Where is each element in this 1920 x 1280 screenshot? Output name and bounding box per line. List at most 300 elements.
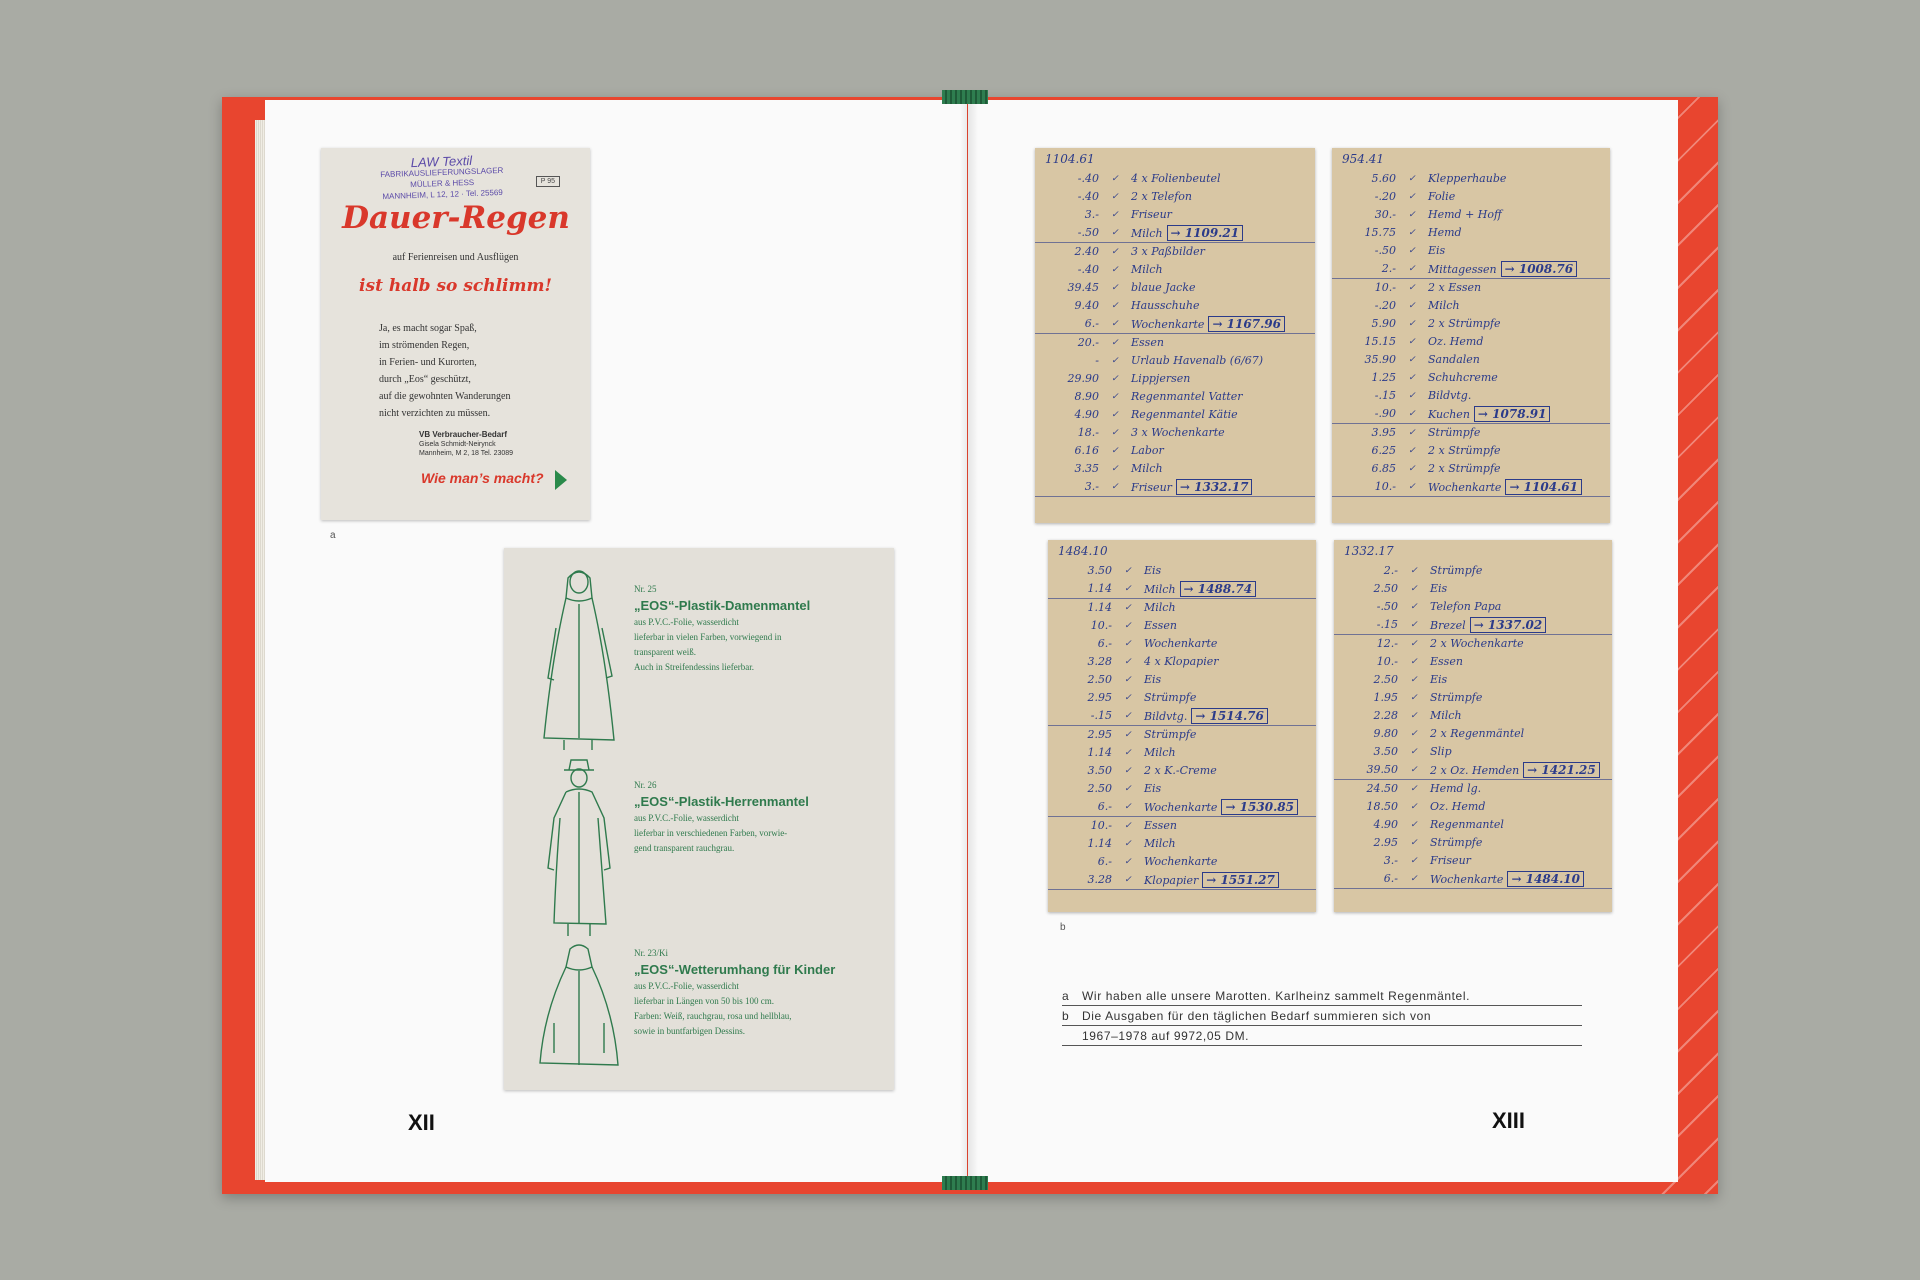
receipt-carry-over: 1332.17 (1344, 544, 1394, 558)
receipt-item: Wochenkarte → 1530.85 (1136, 798, 1316, 816)
check-mark-icon: ✓ (1408, 428, 1416, 438)
receipt-subtotal: → 1167.96 (1208, 316, 1285, 332)
receipt-amount: 3.28 (1087, 873, 1112, 886)
receipt-item: Wochenkarte → 1484.10 (1422, 870, 1612, 888)
receipt-subtotal: → 1104.61 (1505, 479, 1582, 495)
check-mark-icon: ✓ (1111, 392, 1119, 402)
receipt-subtotal: → 1488.74 (1180, 581, 1257, 597)
bookmark-ribbon-bottom (942, 1176, 988, 1190)
receipt-row (1048, 653, 1316, 671)
receipt-amount: 3.50 (1087, 764, 1112, 777)
receipt-amount: 10.- (1090, 819, 1112, 832)
receipt-subtotal: → 1530.85 (1221, 799, 1298, 815)
check-mark-icon: ✓ (1124, 711, 1132, 721)
receipt-row (1048, 580, 1316, 598)
check-mark-icon: ✓ (1124, 603, 1132, 613)
receipt-row (1048, 726, 1316, 744)
receipt-item: Hemd lg. (1430, 782, 1482, 795)
receipt-divider (1048, 725, 1316, 726)
receipt-item: Bildvtg. (1428, 389, 1472, 402)
seller-owner: Gisela Schmidt-Neirynck (419, 441, 496, 448)
check-mark-icon: ✓ (1124, 748, 1132, 758)
receipt-amount: 4.90 (1373, 818, 1398, 831)
check-mark-icon: ✓ (1111, 210, 1119, 220)
check-mark-icon: ✓ (1124, 730, 1132, 740)
receipt-row (1048, 853, 1316, 871)
check-mark-icon: ✓ (1124, 584, 1132, 594)
receipt-item: Essen (1131, 336, 1164, 349)
receipt-divider (1334, 634, 1612, 635)
check-mark-icon: ✓ (1408, 482, 1416, 492)
receipt-row (1048, 635, 1316, 653)
shop-stamp (366, 153, 517, 202)
receipt-row (1035, 224, 1315, 242)
body-line: auf die gewohnten Wanderungen (379, 391, 511, 402)
receipt-item: Oz. Hemd (1430, 800, 1486, 813)
receipt-amount: 6.- (1084, 317, 1099, 330)
item-wetterumhang (634, 946, 874, 1039)
receipt-row (1035, 297, 1315, 315)
check-mark-icon: ✓ (1410, 657, 1418, 667)
check-mark-icon: ✓ (1410, 874, 1418, 884)
receipt-item: 3 x Wochenkarte (1131, 426, 1225, 439)
receipt-row (1332, 424, 1610, 442)
receipt-item: Eis (1430, 673, 1448, 686)
receipt-item: Wochenkarte (1144, 637, 1218, 650)
check-mark-icon: ✓ (1111, 247, 1119, 257)
check-mark-icon: ✓ (1410, 729, 1418, 739)
receipt-amount: 12.- (1376, 637, 1398, 650)
body-line: Ja, es macht sogar Spaß, (379, 323, 477, 334)
receipt-amount: 18.- (1077, 426, 1099, 439)
seller-name: VB Verbraucher-Bedarf (419, 430, 508, 439)
check-mark-icon: ✓ (1410, 765, 1418, 775)
receipt-carry-over: 1484.10 (1058, 544, 1108, 558)
receipt-amount: 15.75 (1364, 226, 1396, 239)
leaflet-raincoats (504, 548, 894, 1090)
receipt-2 (1332, 148, 1610, 523)
item-line: Auch in Streifendessins lieferbar. (634, 662, 754, 672)
receipt-item: Brezel → 1337.02 (1422, 616, 1612, 634)
receipt-row (1334, 870, 1612, 888)
receipt-row (1035, 243, 1315, 261)
receipt-divider (1048, 598, 1316, 599)
receipt-amount: 30.- (1374, 208, 1396, 221)
receipt-divider (1332, 496, 1610, 497)
item-title: „EOS“-Plastik-Damenmantel (634, 598, 811, 613)
receipt-row (1334, 707, 1612, 725)
receipt-row (1035, 261, 1315, 279)
receipt-item: Essen (1144, 619, 1177, 632)
receipt-row (1334, 725, 1612, 743)
check-mark-icon: ✓ (1408, 319, 1416, 329)
receipt-amount: 10.- (1376, 655, 1398, 668)
seller-address: Mannheim, M 2, 18 Tel. 23089 (419, 450, 514, 457)
receipt-carry-over: 1104.61 (1045, 152, 1095, 166)
receipt-row (1334, 635, 1612, 653)
check-mark-icon: ✓ (1124, 766, 1132, 776)
receipt-item: Klopapier → 1551.27 (1136, 871, 1316, 889)
receipt-item: 2 x Oz. Hemden → 1421.25 (1422, 761, 1612, 779)
receipt-divider (1332, 278, 1610, 279)
check-mark-icon: ✓ (1111, 338, 1119, 348)
receipt-item: Friseur (1131, 208, 1172, 221)
check-mark-icon: ✓ (1410, 820, 1418, 830)
receipt-item: Wochenkarte (1144, 855, 1218, 868)
receipt-row (1035, 442, 1315, 460)
receipt-amount: 3.- (1084, 480, 1099, 493)
check-mark-icon: ✓ (1124, 675, 1132, 685)
receipt-item: Wochenkarte → 1167.96 (1123, 315, 1315, 333)
caption-label: b (1062, 1009, 1070, 1023)
receipt-carry-over: 954.41 (1342, 152, 1384, 166)
check-mark-icon: ✓ (1111, 228, 1119, 238)
receipt-row (1332, 260, 1610, 278)
stamp-line: MÜLLER & HESS (410, 177, 475, 190)
receipt-item: Milch (1144, 746, 1176, 759)
receipt-amount: 3.- (1383, 854, 1398, 867)
check-mark-icon: ✓ (1408, 301, 1416, 311)
receipt-row (1334, 689, 1612, 707)
receipt-subtotal: → 1514.76 (1191, 708, 1268, 724)
receipt-row (1332, 297, 1610, 315)
receipt-amount: 1.14 (1087, 582, 1112, 595)
check-mark-icon: ✓ (1124, 693, 1132, 703)
man-raincoat-illustration (534, 758, 624, 938)
receipt-amount: 1.25 (1371, 371, 1396, 384)
receipt-row (1334, 761, 1612, 779)
check-mark-icon: ✓ (1408, 337, 1416, 347)
receipt-amount: 15.15 (1364, 335, 1396, 348)
receipt-subtotal: → 1332.17 (1176, 479, 1253, 495)
receipt-row (1048, 780, 1316, 798)
caption-text: Die Ausgaben für den täglichen Bedarf summieren sich von (1082, 1009, 1432, 1023)
receipt-amount: 2.95 (1373, 836, 1398, 849)
receipt-row (1048, 762, 1316, 780)
check-mark-icon: ✓ (1111, 319, 1119, 329)
receipt-divider (1332, 423, 1610, 424)
check-mark-icon: ✓ (1124, 621, 1132, 631)
receipt-amount: 6.- (1097, 637, 1112, 650)
item-line: gend transparent rauchgrau. (634, 843, 735, 853)
receipt-item: Essen (1430, 655, 1463, 668)
caption-b-continued (1062, 1026, 1582, 1046)
receipt-amount: 2.28 (1373, 709, 1398, 722)
receipt-row (1332, 405, 1610, 423)
receipt-row (1035, 424, 1315, 442)
receipt-amount: 1.95 (1373, 691, 1398, 704)
receipt-subtotal: → 1551.27 (1202, 872, 1279, 888)
receipt-item: Eis (1144, 564, 1162, 577)
receipt-item: Strümpfe (1430, 691, 1483, 704)
receipt-item: 2 x Strümpfe (1428, 317, 1501, 330)
receipt-divider (1048, 889, 1316, 890)
item-number: Nr. 26 (634, 780, 657, 790)
receipt-amount: 6.- (1383, 872, 1398, 885)
receipt-row (1035, 279, 1315, 297)
receipt-item: Strümpfe (1144, 728, 1197, 741)
check-mark-icon: ✓ (1111, 374, 1119, 384)
receipt-item: Labor (1131, 444, 1164, 457)
receipt-divider (1035, 496, 1315, 497)
receipt-amount: 6.85 (1371, 462, 1396, 475)
receipt-amount: -.40 (1077, 190, 1099, 203)
receipt-item: Lippjersen (1131, 372, 1191, 385)
receipt-subtotal: → 1337.02 (1470, 617, 1547, 633)
receipt-amount: 35.90 (1364, 353, 1396, 366)
check-mark-icon: ✓ (1408, 446, 1416, 456)
bookmark-ribbon-top (942, 90, 988, 104)
receipt-amount: 18.50 (1366, 800, 1398, 813)
receipt-amount: 39.50 (1366, 763, 1398, 776)
receipt-item: Strümpfe (1428, 426, 1481, 439)
receipt-row (1334, 562, 1612, 580)
receipt-subtotal: → 1008.76 (1501, 261, 1578, 277)
receipt-item: 3 x Paßbilder (1131, 245, 1205, 258)
receipt-item: Regenmantel (1430, 818, 1504, 831)
receipt-item: Slip (1430, 745, 1452, 758)
figure-captions (1062, 986, 1582, 1046)
receipt-row (1048, 871, 1316, 889)
receipt-divider (1048, 816, 1316, 817)
check-mark-icon: ✓ (1408, 373, 1416, 383)
receipt-amount: 10.- (1090, 619, 1112, 632)
receipt-item: Milch (1131, 263, 1163, 276)
receipt-item: Milch → 1109.21 (1123, 224, 1315, 242)
folio-right: XIII (1492, 1108, 1526, 1133)
receipt-item: Eis (1430, 582, 1448, 595)
receipt-item: 2 x Regenmäntel (1430, 727, 1525, 740)
receipt-item: 2 x Essen (1428, 281, 1482, 294)
receipt-row (1048, 835, 1316, 853)
receipt-row (1332, 279, 1610, 297)
receipt-item: Oz. Hemd (1428, 335, 1484, 348)
receipt-amount: -.15 (1090, 709, 1112, 722)
receipt-amount: 20.- (1077, 336, 1099, 349)
receipt-amount: 2.95 (1087, 728, 1112, 741)
check-mark-icon: ✓ (1408, 391, 1416, 401)
receipt-row (1334, 598, 1612, 616)
receipt-row (1035, 206, 1315, 224)
item-line: lieferbar in verschiedenen Farben, vorwie- (634, 828, 788, 838)
seller-stamp (419, 430, 559, 458)
receipt-row (1035, 388, 1315, 406)
check-mark-icon: ✓ (1410, 584, 1418, 594)
receipt-amount: 1.14 (1087, 837, 1112, 850)
item-line: lieferbar in Längen von 50 bis 100 cm. (634, 996, 774, 1006)
receipt-row (1334, 780, 1612, 798)
receipt-row (1048, 707, 1316, 725)
receipt-amount: 6.- (1097, 855, 1112, 868)
receipt-row (1035, 334, 1315, 352)
check-mark-icon: ✓ (1408, 174, 1416, 184)
check-mark-icon: ✓ (1124, 802, 1132, 812)
figure-label-b: b (1060, 922, 1066, 933)
check-mark-icon: ✓ (1111, 482, 1119, 492)
receipt-item: Regenmantel Vatter (1131, 390, 1243, 403)
receipt-item: 2 x Wochenkarte (1430, 637, 1524, 650)
receipt-amount: 8.90 (1074, 390, 1099, 403)
receipt-item: Friseur → 1332.17 (1123, 478, 1315, 496)
receipt-row (1334, 671, 1612, 689)
check-mark-icon: ✓ (1111, 428, 1119, 438)
receipt-amount: 39.45 (1067, 281, 1099, 294)
receipt-row (1035, 170, 1315, 188)
receipt-4 (1334, 540, 1612, 912)
arrow-right-icon (555, 470, 567, 490)
woman-raincoat-illustration (534, 568, 624, 753)
check-mark-icon: ✓ (1410, 620, 1418, 630)
receipt-row (1334, 798, 1612, 816)
check-mark-icon: ✓ (1410, 639, 1418, 649)
check-mark-icon: ✓ (1408, 409, 1416, 419)
receipt-row (1048, 617, 1316, 635)
check-mark-icon: ✓ (1410, 856, 1418, 866)
receipt-row (1048, 798, 1316, 816)
receipt-row (1035, 478, 1315, 496)
receipt-row (1048, 671, 1316, 689)
receipt-row (1332, 224, 1610, 242)
item-herrenmantel (634, 778, 874, 856)
receipt-subtotal: → 1484.10 (1507, 871, 1584, 887)
receipt-row (1332, 351, 1610, 369)
receipt-item: 2 x Strümpfe (1428, 462, 1501, 475)
check-mark-icon: ✓ (1408, 283, 1416, 293)
leaflet-slogan: Wie man’s macht? (421, 470, 544, 486)
receipt-subtotal: → 1109.21 (1167, 225, 1244, 241)
receipt-item: Eis (1428, 244, 1446, 257)
leaflet-body (379, 320, 579, 422)
receipt-item: Eis (1144, 782, 1162, 795)
item-number: Nr. 23/Ki (634, 948, 669, 958)
receipt-amount: - (1095, 354, 1099, 367)
receipt-amount: 6.25 (1371, 444, 1396, 457)
receipt-amount: 6.- (1097, 800, 1112, 813)
receipt-row (1332, 206, 1610, 224)
receipt-item: Milch (1430, 709, 1462, 722)
caption-text: 1967–1978 auf 9972,05 DM. (1082, 1029, 1250, 1043)
receipt-amount: -.15 (1376, 618, 1398, 631)
receipt-item: Friseur (1430, 854, 1471, 867)
check-mark-icon: ✓ (1111, 410, 1119, 420)
item-line: sowie in buntfarbigen Dessins. (634, 1026, 745, 1036)
receipt-amount: 2.95 (1087, 691, 1112, 704)
receipt-amount: 2.- (1383, 564, 1398, 577)
receipt-item: 2 x K.-Creme (1144, 764, 1217, 777)
check-mark-icon: ✓ (1111, 464, 1119, 474)
receipt-amount: 24.50 (1366, 782, 1398, 795)
receipt-row (1332, 333, 1610, 351)
body-line: in Ferien- und Kurorten, (379, 357, 477, 368)
receipt-item: blaue Jacke (1131, 281, 1196, 294)
receipt-item: Milch (1428, 299, 1460, 312)
receipt-amount: -.40 (1077, 172, 1099, 185)
receipt-row (1048, 817, 1316, 835)
receipt-amount: 1.14 (1087, 746, 1112, 759)
receipt-amount: 2.40 (1074, 245, 1099, 258)
receipt-amount: -.40 (1077, 263, 1099, 276)
caption-text: Wir haben alle unsere Marotten. Karlheinz sammelt Regenmäntel. (1082, 989, 1471, 1003)
receipt-row (1334, 816, 1612, 834)
receipt-row (1035, 370, 1315, 388)
receipt-divider (1334, 888, 1612, 889)
check-mark-icon: ✓ (1111, 174, 1119, 184)
receipt-item: Bildvtg. → 1514.76 (1136, 707, 1316, 725)
receipt-row (1332, 242, 1610, 260)
receipt-item: Hemd + Hoff (1428, 208, 1502, 221)
receipt-subtotal: → 1421.25 (1523, 762, 1600, 778)
receipt-item: 4 x Folienbeutel (1131, 172, 1221, 185)
receipt-item: Urlaub Havenalb (6/67) (1131, 354, 1264, 367)
receipt-amount: 10.- (1374, 281, 1396, 294)
price-tag: P 95 (536, 176, 560, 187)
check-mark-icon: ✓ (1111, 446, 1119, 456)
receipt-row (1334, 743, 1612, 761)
caption-label: a (1062, 989, 1070, 1003)
child-cape-illustration (534, 943, 624, 1073)
receipt-amount: 10.- (1374, 480, 1396, 493)
receipt-item: Kuchen → 1078.91 (1420, 405, 1610, 423)
receipt-amount: -.20 (1374, 190, 1396, 203)
receipt-row (1048, 562, 1316, 580)
receipt-divider (1035, 333, 1315, 334)
check-mark-icon: ✓ (1408, 246, 1416, 256)
body-line: im strömenden Regen, (379, 340, 470, 351)
receipt-row (1048, 744, 1316, 762)
body-line: nicht verzichten zu müssen. (379, 408, 491, 419)
check-mark-icon: ✓ (1410, 802, 1418, 812)
receipt-amount: 6.16 (1074, 444, 1099, 457)
check-mark-icon: ✓ (1410, 675, 1418, 685)
check-mark-icon: ✓ (1410, 784, 1418, 794)
receipt-item: Strümpfe (1430, 836, 1483, 849)
check-mark-icon: ✓ (1124, 639, 1132, 649)
receipt-divider (1035, 242, 1315, 243)
receipt-item: 4 x Klopapier (1144, 655, 1219, 668)
receipt-item: Milch (1144, 837, 1176, 850)
caption-b (1062, 1006, 1582, 1026)
stamp-brand: LAW Textil (410, 152, 473, 171)
item-title: „EOS“-Plastik-Herrenmantel (634, 794, 809, 809)
receipt-amount: 5.60 (1371, 172, 1396, 185)
caption-a (1062, 986, 1582, 1006)
check-mark-icon: ✓ (1124, 657, 1132, 667)
check-mark-icon: ✓ (1111, 283, 1119, 293)
check-mark-icon: ✓ (1111, 265, 1119, 275)
receipt-item: Milch → 1488.74 (1136, 580, 1316, 598)
receipt-item: Essen (1144, 819, 1177, 832)
receipt-amount: 3.95 (1371, 426, 1396, 439)
receipt-row (1334, 834, 1612, 852)
receipt-row (1334, 653, 1612, 671)
receipt-divider (1334, 779, 1612, 780)
receipt-item: Milch (1144, 601, 1176, 614)
receipt-amount: 3.- (1084, 208, 1099, 221)
receipt-item: Regenmantel Kätie (1131, 408, 1238, 421)
receipt-row (1035, 188, 1315, 206)
receipt-item: Milch (1131, 462, 1163, 475)
stamp-line: FABRIKAUSLIEFERUNGSLAGER (380, 165, 504, 180)
book-gutter (960, 100, 978, 1182)
check-mark-icon: ✓ (1111, 356, 1119, 366)
check-mark-icon: ✓ (1410, 711, 1418, 721)
check-mark-icon: ✓ (1124, 875, 1132, 885)
check-mark-icon: ✓ (1124, 821, 1132, 831)
check-mark-icon: ✓ (1408, 228, 1416, 238)
receipt-amount: 4.90 (1074, 408, 1099, 421)
check-mark-icon: ✓ (1124, 857, 1132, 867)
receipt-amount: -.50 (1077, 226, 1099, 239)
